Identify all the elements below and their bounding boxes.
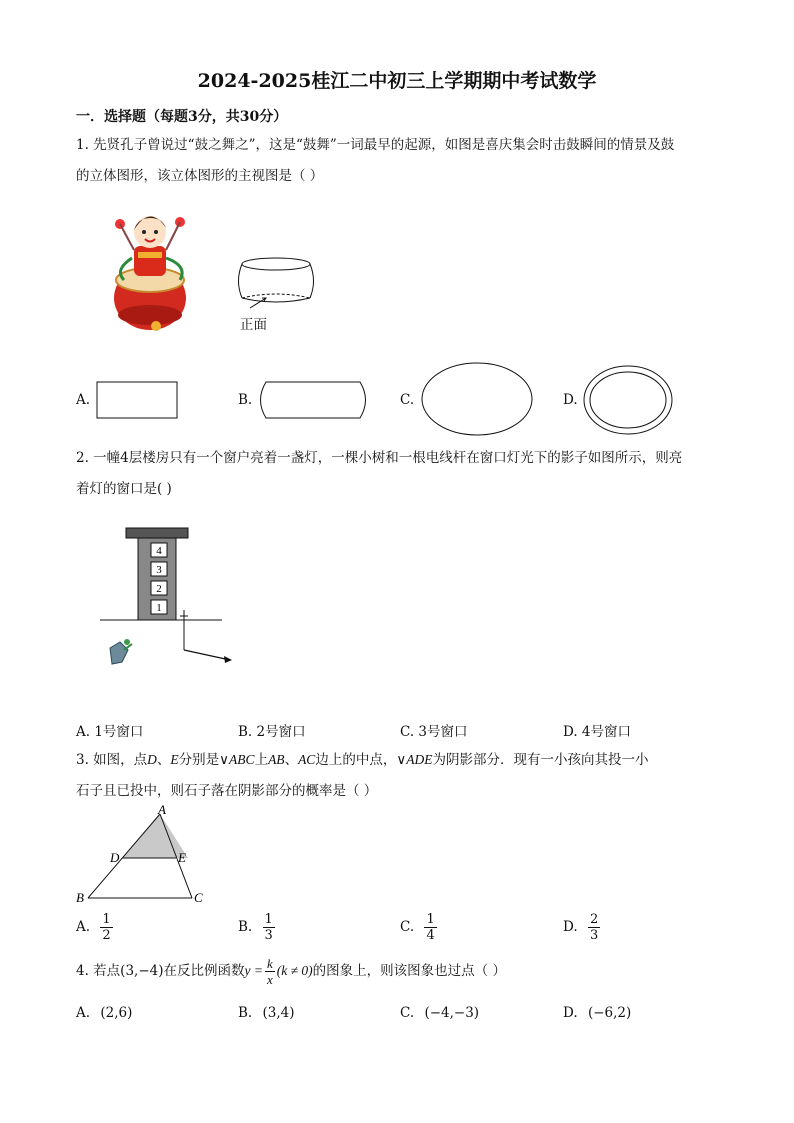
q3-option-d[interactable]: D. $\frac{2}{3}$ xyxy=(563,912,599,943)
window-label-4: 4 xyxy=(156,545,162,557)
question-3-line-1: 3. 如图，点D、E分别是∨ABC上AB、AC边上的中点，∨ADE为阴影部分．现有一小孩向其投一小 xyxy=(76,752,649,768)
question-2-line-2: 着灯的窗口是( ) xyxy=(76,481,172,497)
q2-option-d[interactable]: D. 4号窗口 xyxy=(563,724,632,740)
section-heading: 一．选择题（每题3分，共30分） xyxy=(76,109,288,125)
question-3-text xyxy=(76,744,722,807)
q1-option-d-double-ellipse[interactable] xyxy=(582,364,674,436)
window-label-1: 1 xyxy=(156,602,162,614)
q4-option-a[interactable]: A. (2,6) xyxy=(76,1005,133,1021)
front-view-label: 正面 xyxy=(240,317,267,333)
drum-dancer-illustration xyxy=(104,200,200,340)
question-2-text xyxy=(76,443,722,505)
vertex-label-b: B xyxy=(76,890,84,905)
question-3-line-2: 石子且已投中，则石子落在阴影部分的概率是（ ） xyxy=(76,783,378,799)
vertex-label-e: E xyxy=(178,850,186,865)
question-4-text: 4. 若点(3,−4)在反比例函数y = $\frac{k}{x}$ (k ≠ 0)的图象上，则该图象也过点（ ） xyxy=(76,956,506,987)
q1-option-c-label[interactable]: C. xyxy=(400,392,415,408)
q3-option-b[interactable]: B. $\frac{1}{3}$ xyxy=(238,912,273,943)
q4-option-b[interactable]: B. (3,4) xyxy=(238,1005,295,1021)
q1-option-c-ellipse[interactable] xyxy=(420,362,536,438)
question-1-line-1: 1. 先贤孔子曾说过“鼓之舞之”，这是“鼓舞”一词最早的起源，如图是喜庆集会时击鼓瞬间的情景及鼓 xyxy=(76,137,675,153)
q1-option-a-rectangle[interactable] xyxy=(96,381,180,421)
q2-option-b[interactable]: B. 2号窗口 xyxy=(238,724,306,740)
q1-option-b-barrel-shape[interactable] xyxy=(256,381,372,421)
q1-option-d-label[interactable]: D. xyxy=(563,392,578,408)
q3-option-c[interactable]: C. $\frac{1}{4}$ xyxy=(400,912,435,943)
vertex-label-d: D xyxy=(110,850,120,865)
question-1-line-2: 的立体图形，该立体图形的主视图是（ ） xyxy=(76,168,324,184)
q1-option-b-label[interactable]: B. xyxy=(238,392,253,408)
q2-option-a[interactable]: A. 1号窗口 xyxy=(76,724,144,740)
q4-option-d[interactable]: D. (−6,2) xyxy=(563,1005,632,1021)
building-shadow-figure xyxy=(98,524,238,674)
q3-option-a[interactable]: A. $\frac{1}{2}$ xyxy=(76,912,111,943)
vertex-label-a: A xyxy=(158,804,166,817)
page-title: 2024-2025桂江二中初三上学期期中考试数学 xyxy=(197,70,597,92)
triangle-abc-figure xyxy=(72,804,222,910)
window-label-3: 3 xyxy=(156,564,162,576)
vertex-label-c: C xyxy=(194,890,203,905)
question-1-text xyxy=(76,130,722,192)
q4-option-c[interactable]: C. (−4,−3) xyxy=(400,1005,480,1021)
window-label-2: 2 xyxy=(156,583,162,595)
question-2-line-1: 2. 一幢4层楼房只有一个窗户亮着一盏灯，一棵小树和一根电线杆在窗口灯光下的影子如图所示，则亮 xyxy=(76,450,683,466)
q1-option-a-label[interactable]: A. xyxy=(76,392,91,408)
q2-option-c[interactable]: C. 3号窗口 xyxy=(400,724,468,740)
